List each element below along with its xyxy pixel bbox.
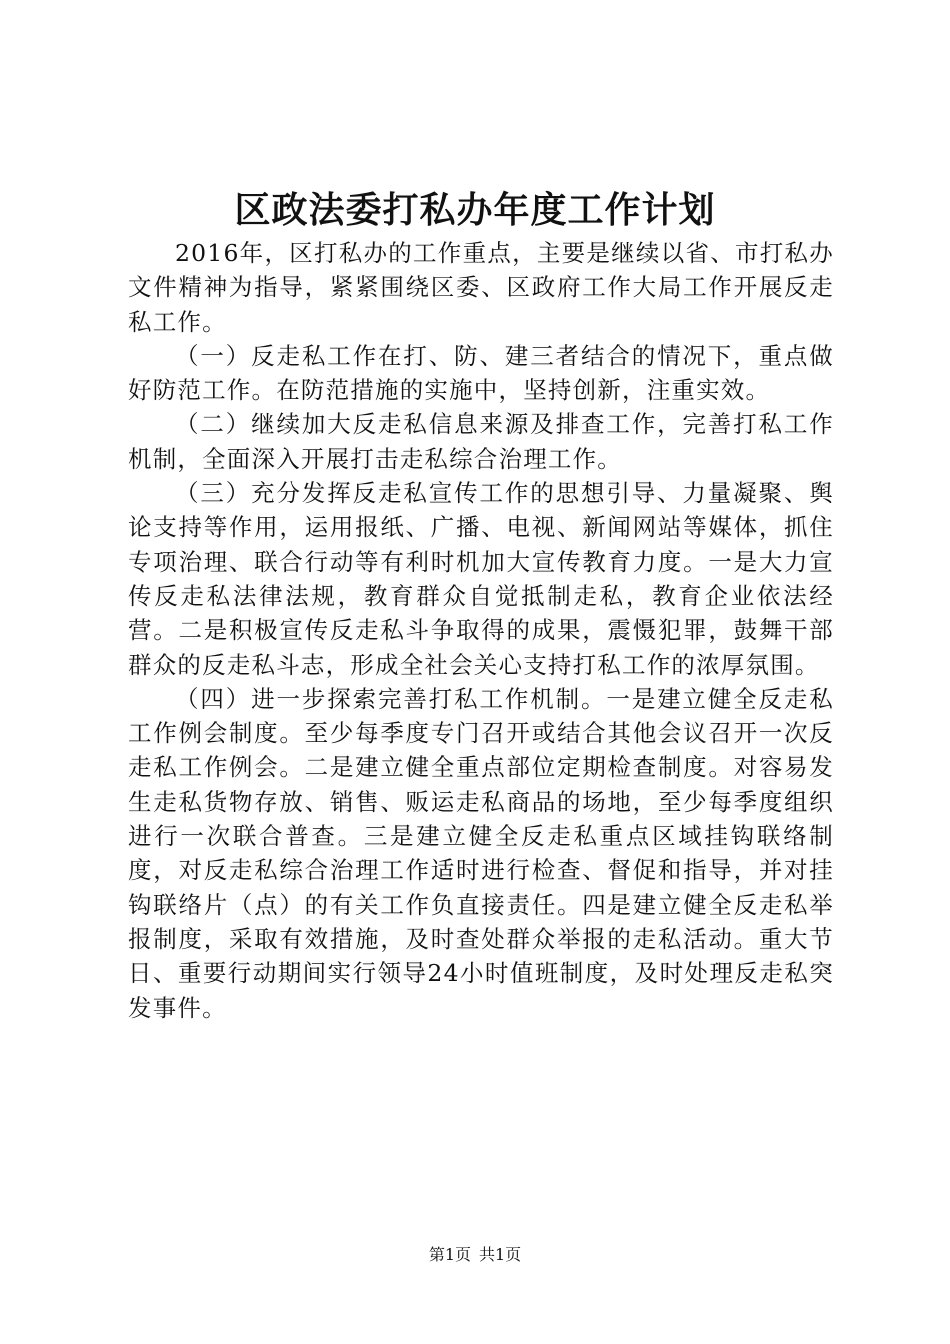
paragraph-item-4: （四）进一步探索完善打私工作机制。一是建立健全反走私工作例会制度。至少每季度专门召开或结合其他会议召开一次反走私工作例会。二是建立健全重点部位定期检查制度。对容易发生走私货物存放、销售、贩运走私商品的场地，至少每季度组织进行一次联合普查。三是建立健全反走私重点区域挂钩联络制度，对反走私综合治理工作适时进行检查、督促和指导，并对挂钩联络片（点）的有关工作负直接责任。四是建立健全反走私举报制度，采取有效措施，及时查处群众举报的走私活动。重大节日、重要行动期间实行领导24小时值班制度，及时处理反走私突发事件。 [128,684,834,1022]
document-body [128,236,834,1025]
paragraph-intro: 2016年，区打私办的工作重点，主要是继续以省、市打私办文件精神为指导，紧紧围绕区委、区政府工作大局工作开展反走私工作。 [128,239,834,336]
page-total: 共1页 [479,1245,522,1264]
paragraph-item-2: （二）继续加大反走私信息来源及排查工作，完善打私工作机制，全面深入开展打击走私综合治理工作。 [128,410,834,473]
document-title: 区政法委打私办年度工作计划 [234,189,716,231]
page-footer [0,1243,950,1267]
paragraph-item-1: （一）反走私工作在打、防、建三者结合的情况下，重点做好防范工作。在防范措施的实施中，坚持创新，注重实效。 [128,341,834,405]
paragraph-item-3: （三）充分发挥反走私宣传工作的思想引导、力量凝聚、舆论支持等作用，运用报纸、广播、电视、新闻网站等媒体，抓住专项治理、联合行动等有利时机加大宣传教育力度。一是大力宣传反走私法律法规，教育群众自觉抵制走私，教育企业依法经营。二是积极宣传反走私斗争取得的成果，震慑犯罪，鼓舞干部群众的反走私斗志，形成全社会关心支持打私工作的浓厚氛围。 [128,479,834,679]
page-number: 第1页 [428,1245,471,1264]
